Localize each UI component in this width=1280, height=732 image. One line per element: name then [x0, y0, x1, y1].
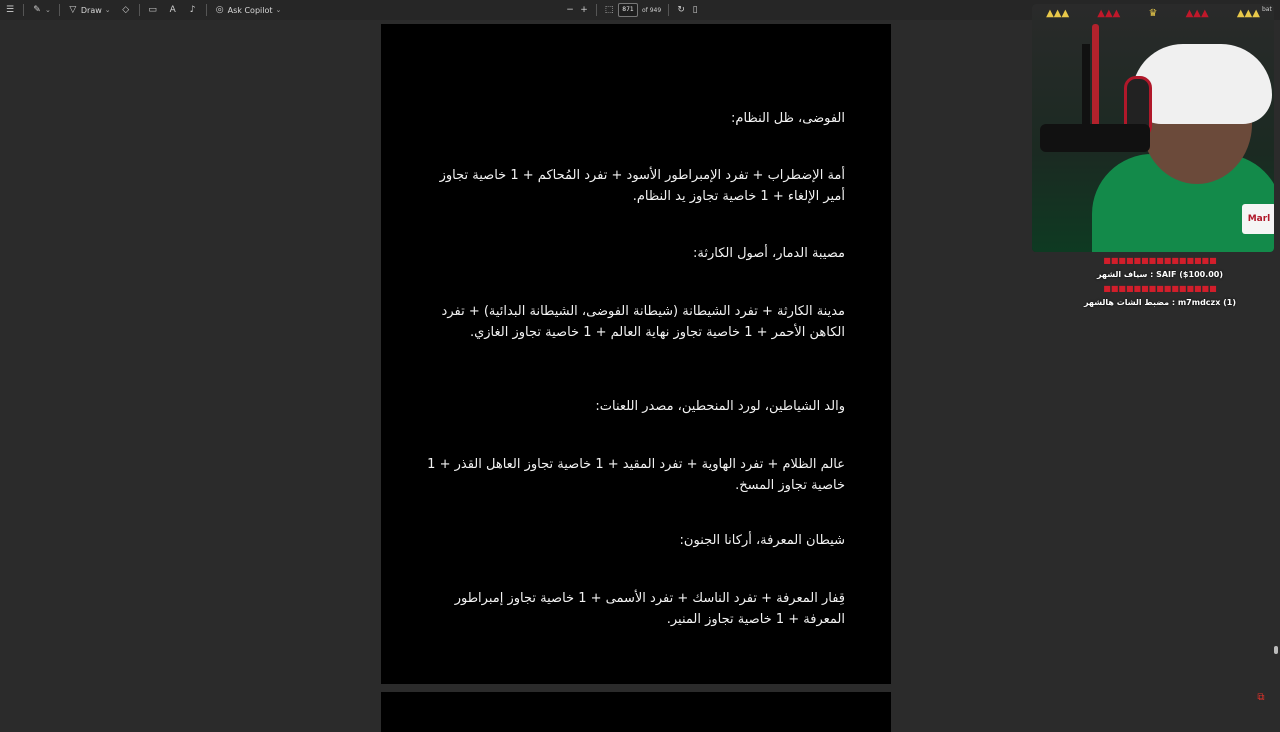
stream-stat-red: ■■■■■■■■■■■■■■■ — [1103, 256, 1217, 265]
mic-cable — [1092, 24, 1099, 134]
section-body: قِفار المعرفة + تفرد الناسك + تفرد الأسمى + 1 خاصية تجاوز إمبراطور المعرفة + 1 خاصية تجاوز المنير. — [454, 591, 845, 627]
streamer-cap — [1132, 44, 1272, 124]
text-icon: A — [169, 5, 176, 15]
microphone-icon — [1040, 124, 1150, 152]
toolbar-divider — [596, 4, 597, 16]
stream-stat-chat-mod: m7mdczx (1) : مضبط الشات هالشهر — [1083, 298, 1237, 307]
crown-icon: ♛ — [1148, 7, 1158, 19]
page-total: of 949 — [642, 6, 662, 14]
read-aloud-icon: ♪ — [189, 5, 196, 15]
pdf-icon: ⧉ — [1257, 692, 1265, 703]
highlighter-icon: ✎ — [33, 5, 41, 15]
triangle-icon: ▲▲▲ — [1185, 7, 1209, 19]
ask-copilot-label: Ask Copilot — [227, 5, 273, 15]
toolbar-divider — [139, 4, 140, 16]
minus-icon[interactable]: − — [566, 5, 574, 15]
triangle-icon: ▲▲▲ — [1236, 7, 1260, 19]
scrollbar-thumb[interactable] — [1274, 646, 1278, 654]
copilot-icon: ◎ — [215, 5, 224, 15]
section-heading: مصيبة الدمار، أصول الكارثة: — [692, 246, 845, 261]
page-controls — [565, 0, 700, 20]
draw-label: Draw — [80, 5, 102, 15]
webcam-overlay — [1032, 4, 1274, 252]
toolbar-divider — [668, 4, 669, 16]
section-heading: والد الشياطين، لورد المنحطين، مصدر اللعنات: — [595, 399, 845, 414]
eraser-icon: ◇ — [122, 5, 130, 15]
corner-text: bat — [1262, 6, 1272, 13]
pdf-next-page — [381, 692, 891, 732]
section-heading: الفوضى، ظل النظام: — [731, 111, 845, 126]
mic-arm — [1082, 44, 1090, 134]
two-page-icon: ▭ — [148, 5, 157, 15]
shirt-logo: Marl — [1242, 204, 1274, 234]
section-body: مدينة الكارثة + تفرد الشيطانة (شيطانة الفوضى، الشيطانة البدائية) + تفرد الكاهن الأحمر + 1 خاصية تجاوز نهاية العالم + 1 خاصية تجاوز الغازي. — [441, 304, 845, 340]
triangle-icon: ▲▲▲ — [1097, 7, 1121, 19]
draw-button[interactable] — [63, 0, 116, 20]
toolbar-divider — [206, 4, 207, 16]
stream-stats-overlay — [1060, 254, 1260, 310]
stream-stat-red: ■■■■■■■■■■■■■■■ — [1103, 284, 1217, 293]
view-button[interactable] — [143, 0, 163, 20]
section-body: أمة الإضطراب + تفرد الإمبراطور الأسود + تفرد المُحاكم + 1 خاصية تجاوز أمير الإلغاء + 1 خاصية تجاوز يد النظام. — [439, 168, 845, 204]
pdf-page — [381, 24, 891, 684]
read-aloud-button[interactable] — [183, 0, 203, 20]
pen-icon: ▽ — [69, 5, 77, 15]
chevron-down-icon: ⌄ — [104, 6, 111, 14]
erase-button[interactable] — [116, 0, 136, 20]
highlight-button[interactable] — [27, 0, 56, 20]
toolbar-divider — [23, 4, 24, 16]
add-text-button[interactable] — [163, 0, 183, 20]
fit-page-icon[interactable]: ⬚ — [604, 5, 614, 15]
plus-icon[interactable]: + — [580, 5, 588, 15]
chevron-down-icon: ⌄ — [275, 6, 282, 14]
chevron-down-icon: ⌄ — [45, 6, 51, 14]
ask-copilot-button[interactable] — [210, 0, 287, 20]
rotate-icon[interactable]: ↻ — [677, 5, 685, 15]
section-body: عالم الظلام + تفرد الهاوية + تفرد المقيد + 1 خاصية تجاوز العاهل القذر + 1 خاصية تجاوز المسخ. — [427, 457, 845, 493]
stream-stat-top-donor: SAIF ($100.00) : سياف الشهر — [1096, 270, 1224, 279]
page-number-input[interactable]: 871 — [618, 3, 638, 17]
section-heading: شيطان المعرفة، أركانا الجنون: — [679, 533, 845, 548]
page-layout-icon[interactable]: ▯ — [692, 5, 698, 15]
triangle-icon: ▲▲▲ — [1046, 7, 1070, 19]
frame-decoration — [1032, 4, 1274, 22]
table-of-contents-button[interactable] — [0, 0, 20, 20]
list-icon: ☰ — [5, 5, 15, 15]
toolbar-divider — [59, 4, 60, 16]
